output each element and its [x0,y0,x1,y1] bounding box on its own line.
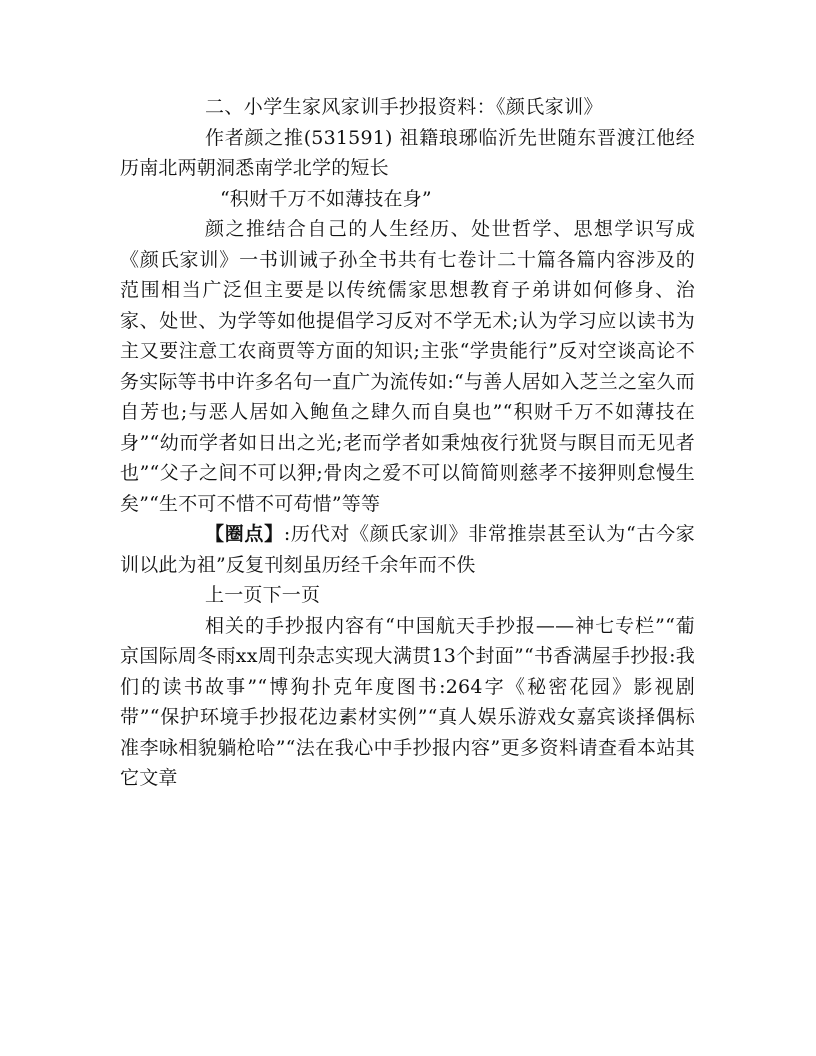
section-heading: 二、小学生家风家训手抄报资料：《颜氏家训》 [205,96,603,118]
comment-paragraph [120,519,695,580]
quote-line: “积财千万不如薄技在身” [220,187,432,210]
related-paragraph: 相关的手抄报内容有“中国航天手抄报——神七专栏”“葡京国际周冬雨xx周刊杂志实现大满贯13个封面”“书香满屋手抄报:我们的读书故事”“博狗扑克年度图书:264字《秘密花园》影视剧带”“保护环境手抄报花边素材实例”“真人娱乐游戏女嘉宾谈择偶标准李咏相貌躺枪哈”“法在我心中手抄报内容”更多资料请查看本站其它文章 [120,614,695,789]
comment-label: 【圈点】 [205,523,284,545]
document-content [120,92,695,794]
comment-text: :历代对《颜氏家训》非常推崇甚至认为“古今家训以此为祖”反复刊刻虽历经千余年而不佚 [120,523,695,576]
author-paragraph: 作者颜之推(531591) 祖籍琅琊临沂先世随东晋渡江他经历南北两朝洞悉南学北学的短长 [120,126,695,179]
body-paragraph: 颜之推结合自己的人生经历、处世哲学、思想学识写成《颜氏家训》一书训诫子孙全书共有七卷计二十篇各篇内容涉及的范围相当广泛但主要是以传统儒家思想教育子弟讲如何修身、治家、处世、为学等如他提倡学习反对不学无术;认为学习应以读书为主又要注意工农商贾等方面的知识;主张“学贵能行”反对空谈高论不务实际等书中许多名句一直广为流传如:“与善人居如入芝兰之室久而自芳也;与恶人居如入鲍鱼之肆久而自臭也”“积财千万不如薄技在身”“幼而学者如日出之光;老而学者如秉烛夜行犹贤与瞑目而无见者也”“父子之间不可以狎;骨肉之爱不可以简简则慈孝不接狎则怠慢生矣”“生不可不惜不可苟惜”等等 [120,218,695,515]
pagination-links[interactable]: 上一页下一页 [205,584,321,606]
